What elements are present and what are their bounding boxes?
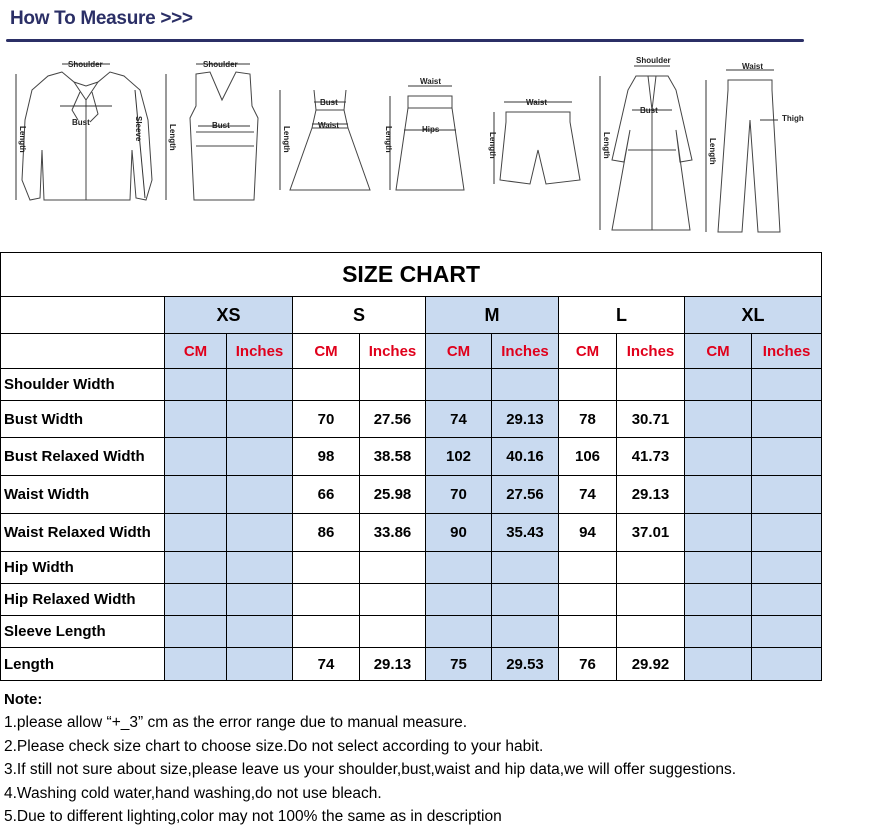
- svg-text:Waist: Waist: [420, 77, 442, 86]
- value-cell: [685, 552, 752, 584]
- value-cell: 29.13: [360, 648, 426, 681]
- unit-cell: Inches: [360, 334, 426, 369]
- value-cell: [752, 552, 822, 584]
- value-cell: 90: [426, 514, 492, 552]
- svg-text:Shoulder: Shoulder: [203, 60, 238, 69]
- table-row: [1, 552, 822, 584]
- value-cell: 41.73: [617, 438, 685, 476]
- svg-text:Waist: Waist: [742, 62, 764, 71]
- table-title-row: [1, 253, 822, 297]
- svg-text:Waist: Waist: [526, 98, 548, 107]
- row-label: Shoulder Width: [1, 369, 165, 401]
- value-cell: [559, 552, 617, 584]
- value-cell: 70: [293, 401, 360, 438]
- value-cell: 38.58: [360, 438, 426, 476]
- value-cell: [426, 616, 492, 648]
- value-cell: [685, 584, 752, 616]
- value-cell: [752, 616, 822, 648]
- svg-text:Length: Length: [168, 124, 177, 151]
- value-cell: [617, 369, 685, 401]
- value-cell: [293, 369, 360, 401]
- value-cell: 30.71: [617, 401, 685, 438]
- value-cell: [752, 369, 822, 401]
- table-row: [1, 648, 822, 681]
- vest-illustration: [166, 60, 258, 200]
- value-cell: [165, 369, 227, 401]
- coat-illustration: [600, 56, 692, 230]
- value-cell: [685, 401, 752, 438]
- value-cell: [165, 514, 227, 552]
- value-cell: 76: [559, 648, 617, 681]
- value-cell: 37.01: [617, 514, 685, 552]
- value-cell: [492, 552, 559, 584]
- unit-cell: Inches: [492, 334, 559, 369]
- value-cell: 70: [426, 476, 492, 514]
- size-chart-title: SIZE CHART: [1, 253, 822, 297]
- value-cell: [426, 369, 492, 401]
- note-line: 3.If still not sure about size,please leave us your shoulder,bust,waist and hip data,we will offer suggestions.: [4, 761, 737, 778]
- note-line: 2.Please check size chart to choose size.Do not select according to your habit.: [4, 737, 544, 755]
- value-cell: [685, 438, 752, 476]
- value-cell: 33.86: [360, 514, 426, 552]
- notes-heading: Note:: [4, 691, 43, 708]
- shirt-illustration: [16, 60, 152, 200]
- value-cell: 29.13: [617, 476, 685, 514]
- svg-text:Shoulder: Shoulder: [636, 56, 671, 65]
- value-cell: 74: [426, 401, 492, 438]
- value-cell: [492, 369, 559, 401]
- table-row: [1, 616, 822, 648]
- size-chart-table: [0, 252, 822, 681]
- svg-text:Bust: Bust: [212, 121, 230, 130]
- value-cell: [227, 369, 293, 401]
- header-underline: [6, 39, 804, 42]
- value-cell: 106: [559, 438, 617, 476]
- value-cell: [165, 616, 227, 648]
- value-cell: 74: [559, 476, 617, 514]
- value-cell: [752, 476, 822, 514]
- value-cell: [617, 584, 685, 616]
- size-header-row: [1, 297, 822, 334]
- value-cell: [293, 616, 360, 648]
- value-cell: [685, 648, 752, 681]
- table-row: [1, 514, 822, 552]
- value-cell: 86: [293, 514, 360, 552]
- value-cell: 102: [426, 438, 492, 476]
- value-cell: [165, 552, 227, 584]
- value-cell: [559, 584, 617, 616]
- row-label: Hip Width: [1, 552, 165, 584]
- row-label: Waist Relaxed Width: [1, 514, 165, 552]
- value-cell: [227, 584, 293, 616]
- table-row: [1, 476, 822, 514]
- value-cell: [752, 584, 822, 616]
- value-cell: 29.13: [492, 401, 559, 438]
- value-cell: 75: [426, 648, 492, 681]
- note-line: 5.Due to different lighting,color may not 100% the same as in description: [4, 808, 502, 825]
- dress-illustration: [280, 90, 370, 190]
- row-label: Waist Width: [1, 476, 165, 514]
- value-cell: [227, 616, 293, 648]
- value-cell: [685, 369, 752, 401]
- unit-cell: CM: [165, 334, 227, 369]
- value-cell: [165, 584, 227, 616]
- value-cell: [227, 552, 293, 584]
- svg-text:Bust: Bust: [72, 118, 90, 127]
- value-cell: [227, 438, 293, 476]
- value-cell: [360, 369, 426, 401]
- size-l-header: L: [559, 297, 685, 334]
- row-label: Bust Relaxed Width: [1, 438, 165, 476]
- svg-text:Sleeve: Sleeve: [134, 116, 143, 142]
- value-cell: [685, 476, 752, 514]
- size-xs-header: XS: [165, 297, 293, 334]
- svg-text:Waist: Waist: [318, 121, 340, 130]
- svg-text:Bust: Bust: [320, 98, 338, 107]
- row-label: Length: [1, 648, 165, 681]
- value-cell: [165, 648, 227, 681]
- value-cell: [426, 552, 492, 584]
- value-cell: 25.98: [360, 476, 426, 514]
- value-cell: [165, 476, 227, 514]
- value-cell: 98: [293, 438, 360, 476]
- row-label: Hip Relaxed Width: [1, 584, 165, 616]
- value-cell: 27.56: [360, 401, 426, 438]
- svg-text:Length: Length: [18, 126, 27, 153]
- value-cell: [360, 616, 426, 648]
- unit-cell: Inches: [617, 334, 685, 369]
- svg-text:Length: Length: [282, 126, 291, 153]
- value-cell: [752, 648, 822, 681]
- value-cell: [685, 616, 752, 648]
- size-xl-header: XL: [685, 297, 822, 334]
- how-to-measure-header: [0, 0, 892, 50]
- value-cell: 94: [559, 514, 617, 552]
- value-cell: [492, 616, 559, 648]
- shorts-illustration: [488, 98, 580, 184]
- value-cell: [165, 401, 227, 438]
- corner-cell: [1, 334, 165, 369]
- value-cell: [360, 584, 426, 616]
- value-cell: [617, 616, 685, 648]
- unit-cell: CM: [685, 334, 752, 369]
- measurement-rows: [1, 369, 822, 681]
- svg-text:Length: Length: [708, 138, 717, 165]
- value-cell: 27.56: [492, 476, 559, 514]
- svg-text:Shoulder: Shoulder: [68, 60, 103, 69]
- svg-text:Bust: Bust: [640, 106, 658, 115]
- unit-cell: Inches: [227, 334, 293, 369]
- size-s-header: S: [293, 297, 426, 334]
- value-cell: [752, 438, 822, 476]
- value-cell: [227, 648, 293, 681]
- value-cell: [617, 552, 685, 584]
- unit-cell: CM: [559, 334, 617, 369]
- value-cell: [227, 514, 293, 552]
- value-cell: [426, 584, 492, 616]
- value-cell: 78: [559, 401, 617, 438]
- value-cell: [227, 401, 293, 438]
- header-title: How To Measure >>>: [10, 8, 193, 29]
- table-row: [1, 584, 822, 616]
- unit-header-row: [1, 334, 822, 369]
- value-cell: [360, 552, 426, 584]
- value-cell: [559, 369, 617, 401]
- note-line: 4.Washing cold water,hand washing,do not use bleach.: [4, 784, 382, 802]
- garment-illustrations: [0, 50, 892, 245]
- value-cell: [752, 401, 822, 438]
- svg-text:Length: Length: [384, 126, 393, 153]
- table-row: [1, 369, 822, 401]
- size-m-header: M: [426, 297, 559, 334]
- value-cell: 29.53: [492, 648, 559, 681]
- unit-cell: CM: [426, 334, 492, 369]
- table-row: [1, 401, 822, 438]
- value-cell: [227, 476, 293, 514]
- unit-cell: CM: [293, 334, 360, 369]
- value-cell: 29.92: [617, 648, 685, 681]
- value-cell: 35.43: [492, 514, 559, 552]
- unit-cell: Inches: [752, 334, 822, 369]
- value-cell: [293, 552, 360, 584]
- row-label: Bust Width: [1, 401, 165, 438]
- value-cell: 40.16: [492, 438, 559, 476]
- value-cell: 66: [293, 476, 360, 514]
- notes-section: [4, 689, 884, 829]
- value-cell: 74: [293, 648, 360, 681]
- skirt-illustration: [384, 77, 464, 190]
- value-cell: [752, 514, 822, 552]
- value-cell: [559, 616, 617, 648]
- value-cell: [165, 438, 227, 476]
- value-cell: [293, 584, 360, 616]
- pants-illustration: [706, 62, 804, 232]
- svg-text:Length: Length: [602, 132, 611, 159]
- svg-text:Length: Length: [488, 132, 497, 159]
- value-cell: [685, 514, 752, 552]
- value-cell: [492, 584, 559, 616]
- svg-text:Thigh: Thigh: [782, 114, 804, 123]
- note-line: 1.please allow “+_3” cm as the error range due to manual measure.: [4, 714, 468, 731]
- row-label: Sleeve Length: [1, 616, 165, 648]
- table-row: [1, 438, 822, 476]
- corner-cell: [1, 297, 165, 334]
- svg-text:Hips: Hips: [422, 125, 440, 134]
